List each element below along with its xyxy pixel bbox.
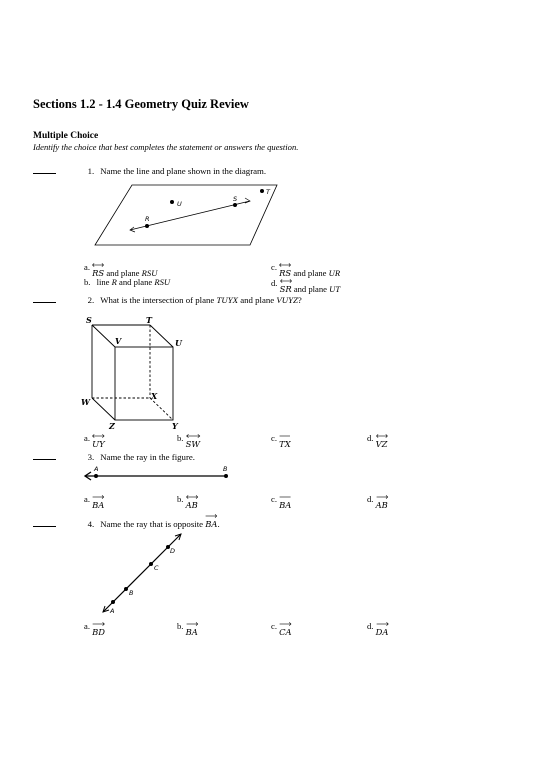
ray-name: BA [186, 627, 198, 637]
line-name: VZ [376, 439, 388, 449]
point-u [170, 200, 174, 204]
choice-letter: a. [84, 621, 90, 631]
question-number: 3. [87, 452, 95, 462]
q1-choice-b[interactable]: b. line R and plane RSU [84, 277, 171, 287]
q1-choice-c[interactable]: c. RS and plane UR [271, 262, 341, 278]
q3-choice-d[interactable] [367, 494, 388, 510]
q3-choice-c[interactable] [271, 494, 292, 510]
label-w: W [81, 397, 90, 407]
ray-name: AB [376, 500, 388, 510]
choice-letter: d. [367, 621, 374, 631]
point-c [149, 562, 153, 566]
q2-choice-d[interactable] [367, 433, 388, 449]
q4-choice-d[interactable] [367, 621, 389, 637]
question-1-stem [33, 165, 266, 176]
label-u: U [177, 200, 182, 208]
label-u: U [175, 338, 182, 348]
q1-choice-d[interactable]: d. SR and plane UT [271, 278, 341, 294]
label-r: R [145, 215, 150, 223]
question-text: Name the line and plane shown in the diagram. [100, 166, 267, 176]
question-2-stem: 2. What is the intersection of plane TUYX and plane VUYZ? [33, 294, 302, 305]
answer-blank[interactable] [33, 294, 56, 303]
line-name: SW [186, 439, 200, 449]
question-text: Name the ray that is opposite [100, 519, 206, 529]
label-c: C [154, 564, 159, 572]
label-b: B [223, 465, 228, 473]
opposite-ray-diagram [95, 530, 195, 620]
point-b [224, 474, 228, 478]
choice-letter: b. [177, 433, 184, 443]
line-name: AB [186, 500, 198, 510]
plane-parallelogram [95, 185, 277, 245]
point-t [260, 189, 264, 193]
plane-diagram [90, 180, 300, 250]
ray-name: BA [205, 519, 217, 529]
choice-letter: b. [177, 494, 184, 504]
q1-choice-a[interactable]: a. RS and plane RSU [84, 262, 158, 278]
ray-name: BD [92, 627, 105, 637]
choice-letter: a. [84, 433, 90, 443]
choice-letter: d. [367, 433, 374, 443]
question-number: 1. [87, 166, 95, 176]
point-a [94, 474, 98, 478]
point-a [111, 600, 115, 604]
label-v: V [115, 336, 122, 346]
question-number: 4. [87, 519, 95, 529]
label-b: B [129, 589, 134, 597]
page-title: Sections 1.2 - 1.4 Geometry Quiz Review [33, 97, 249, 111]
q4-choice-a[interactable] [84, 621, 105, 637]
instructions: Identify the choice that best completes the statement or answers the question. [33, 142, 299, 152]
segment-name: BA [279, 500, 292, 510]
q2-choice-c[interactable] [271, 433, 291, 449]
point-r [145, 224, 149, 228]
question-number: 2. [87, 295, 95, 305]
question-text: Name the ray in the figure. [100, 452, 195, 462]
choice-letter: c. [271, 262, 277, 272]
answer-blank[interactable] [33, 451, 56, 460]
cube-diagram [78, 313, 188, 431]
point-b [124, 587, 128, 591]
label-y: Y [172, 421, 178, 431]
q2-choice-a[interactable] [84, 433, 105, 449]
point-s [233, 203, 237, 207]
line-name: UY [92, 439, 105, 449]
question-3-stem [33, 451, 195, 462]
ray-diagram [82, 464, 232, 482]
q4-choice-c[interactable] [271, 621, 292, 637]
choice-letter: c. [271, 494, 277, 504]
label-s: S [86, 315, 92, 325]
choice-letter: d. [271, 278, 278, 288]
label-a: A [94, 465, 99, 473]
choice-letter: b. [84, 277, 91, 287]
line-name: RS [92, 268, 104, 278]
label-t: T [146, 315, 152, 325]
label-x: X [151, 391, 158, 401]
q2-choice-b[interactable] [177, 433, 200, 449]
choice-letter: b. [177, 621, 184, 631]
question-4-stem: 4. Name the ray that is opposite BA. [33, 518, 220, 529]
answer-blank[interactable] [33, 518, 56, 527]
line-name: SR [280, 284, 292, 294]
choice-letter: c. [271, 433, 277, 443]
segment-name: TX [279, 439, 291, 449]
choice-letter: c. [271, 621, 277, 631]
line-name: RS [279, 268, 291, 278]
q3-choice-a[interactable] [84, 494, 105, 510]
ray-name: BA [92, 500, 104, 510]
label-d: D [170, 547, 176, 555]
label-t: T [266, 188, 270, 196]
choice-letter: d. [367, 494, 374, 504]
label-a: A [110, 607, 115, 615]
answer-blank[interactable] [33, 165, 56, 174]
choice-letter: a. [84, 494, 90, 504]
label-z: Z [109, 421, 115, 431]
q4-choice-b[interactable] [177, 621, 198, 637]
ray-name: DA [376, 627, 389, 637]
label-s: S [233, 195, 238, 203]
q3-choice-b[interactable] [177, 494, 198, 510]
section-heading: Multiple Choice [33, 131, 99, 141]
choice-letter: a. [84, 262, 90, 272]
ray-name: CA [279, 627, 291, 637]
